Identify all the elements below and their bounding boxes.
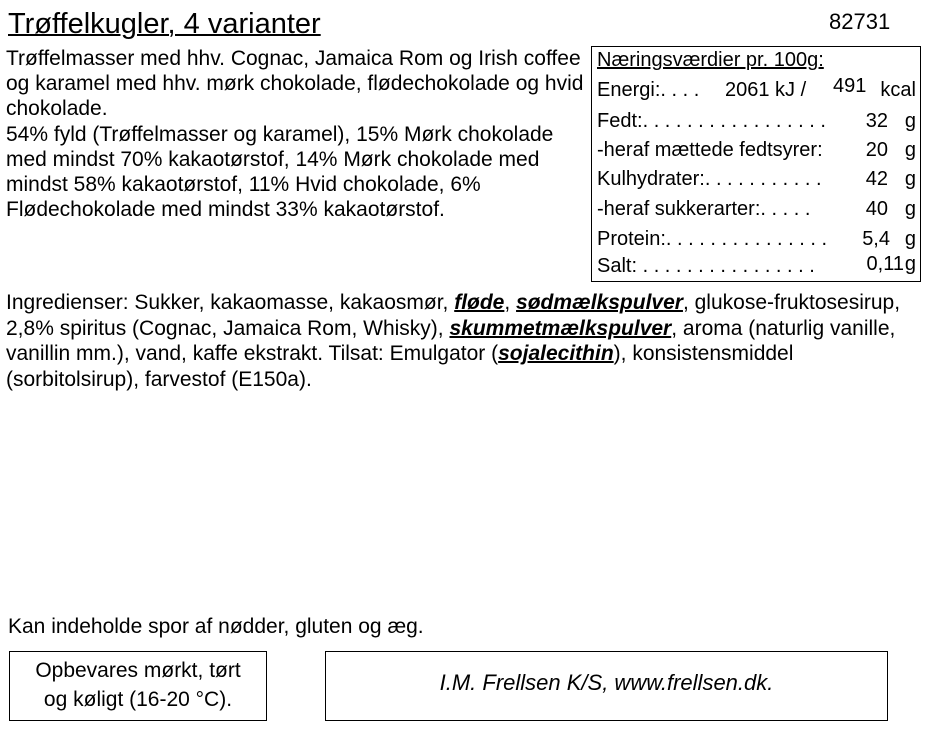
nutrition-value: 40 — [865, 198, 888, 220]
nutrition-label: Energi:. . . . — [597, 79, 700, 101]
nutrition-value: 42 — [865, 168, 888, 190]
ingredients-text: Ingredienser: Sukker, kakaomasse, kakaosmør, — [6, 291, 455, 314]
nutrition-unit: g — [904, 168, 916, 190]
ingredients-text: , — [504, 291, 517, 314]
nutrition-unit: g — [904, 110, 916, 132]
description-paragraph: Trøffelmasser med hhv. Cognac, Jamaica Rom og Irish coffee og karamel med hhv. mørk chokolade, flødechokolade og hvid chokolade. — [6, 47, 584, 121]
article-number: 82731 — [829, 9, 891, 34]
nutrition-unit: g — [904, 228, 916, 250]
composition-paragraph: 54% fyld (Trøffelmasser og karamel), 15% Mørk chokolade med mindst 70% kakaotørstof, 14% Mørk chokolade med mindst 58% kakaotørstof, 11% Hvid chokolade, 6% Flødechokolade med mindst 33% kakaotørstof. — [6, 122, 554, 222]
product-description — [6, 46, 586, 222]
storage-line: Opbevares mørkt, tørt — [35, 659, 241, 682]
nutrition-value: 20 — [865, 139, 888, 161]
allergen-cream: fløde — [454, 291, 505, 314]
allergen-whole-milk-powder: sødmælkspulver — [516, 291, 683, 314]
nutrition-row-sugars — [597, 198, 916, 226]
ingredients-text: , glukose-fruktosesirup, 2,8% spiritus (Cognac, Jamaica Rom, Whisky), — [6, 291, 901, 340]
nutrition-value: 32 — [865, 110, 888, 132]
nutrition-unit: g — [904, 139, 916, 161]
nutrition-value: 2061 kJ / — [725, 79, 807, 101]
nutrition-value: 0,11 — [866, 253, 904, 275]
nutrition-value: 5,4 — [862, 228, 890, 250]
nutrition-label: Fedt:. . . . . . . . . . . . . . . . . — [597, 110, 826, 132]
nutrition-row-protein — [597, 228, 916, 256]
ingredients-list — [6, 290, 916, 392]
nutrition-row-salt — [597, 255, 916, 283]
nutrition-label: Salt: . . . . . . . . . . . . . . . . — [597, 255, 815, 277]
ingredients-text: ), konsistensmiddel (sorbitolsirup), farvestof (E150a). — [6, 342, 794, 391]
trace-warning: Kan indeholde spor af nødder, gluten og æg. — [8, 615, 424, 638]
nutrition-row-energy — [597, 75, 916, 107]
nutrition-table — [591, 46, 921, 282]
product-title: Trøffelkugler, 4 varianter — [8, 8, 321, 40]
nutrition-label: -heraf mættede fedtsyrer: — [597, 139, 823, 161]
nutrition-row-carbohydrates — [597, 168, 916, 196]
nutrition-label: Kulhydrater:. . . . . . . . . . . — [597, 168, 822, 190]
nutrition-unit: kcal — [880, 79, 916, 101]
ingredients-text: , aroma (naturlig vanille, vanillin mm.), vand, kaffe ekstrakt. Tilsat: Emulgator ( — [6, 316, 896, 365]
storage-line: og køligt (16-20 °C). — [43, 688, 233, 711]
nutrition-row-saturated-fat — [597, 139, 916, 167]
nutrition-label: Protein:. . . . . . . . . . . . . . . — [597, 228, 828, 250]
company-box: I.M. Frellsen K/S, www.frellsen.dk. — [325, 651, 888, 721]
nutrition-unit: g — [904, 198, 916, 220]
nutrition-heading: Næringsværdier pr. 100g: — [597, 49, 824, 71]
nutrition-row-fat — [597, 110, 916, 138]
nutrition-value-kcal: 491 — [833, 75, 867, 97]
nutrition-unit: g — [904, 253, 916, 275]
allergen-soy-lecithin: sojalecithin — [498, 342, 614, 365]
storage-box — [9, 651, 267, 721]
nutrition-label: -heraf sukkerarter:. . . . . — [597, 198, 811, 220]
allergen-skimmed-milk-powder: skummetmælkspulver — [449, 316, 672, 340]
